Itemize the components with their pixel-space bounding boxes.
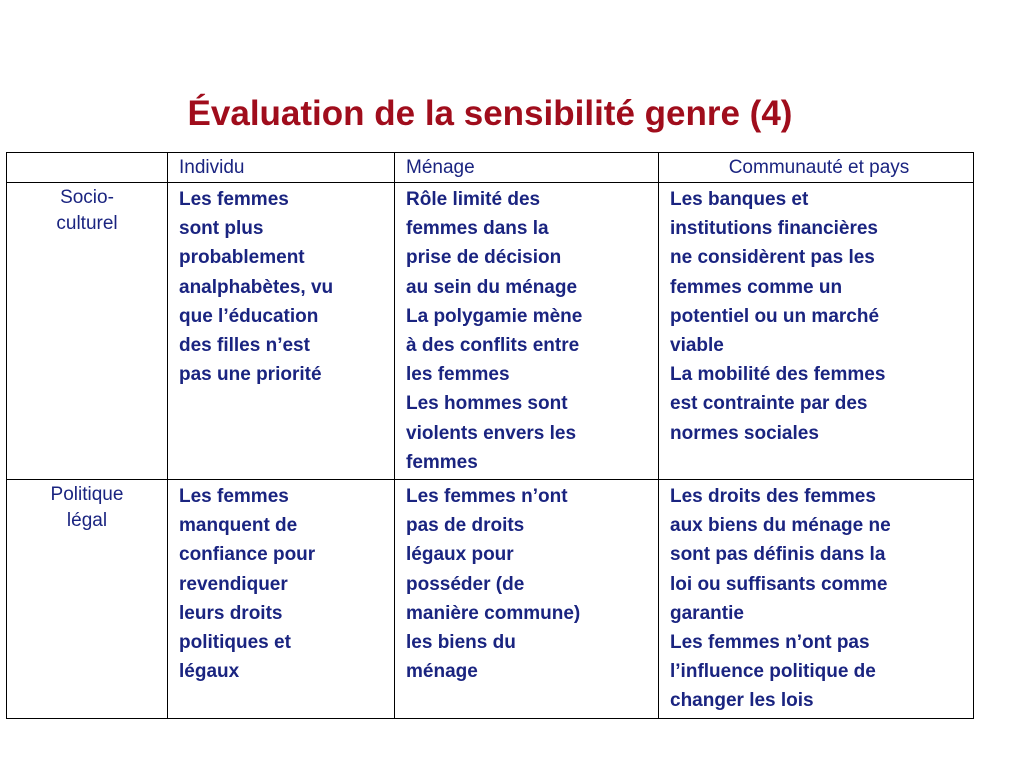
- cell-line: loi ou suffisants comme: [670, 573, 888, 595]
- cell-line: La polygamie mène: [406, 305, 583, 327]
- table-row: [7, 183, 974, 480]
- cell-line: des filles n’est: [179, 335, 310, 357]
- cell-line: Politique: [50, 484, 124, 506]
- cell-menage: [395, 480, 659, 719]
- cell-line: analphabètes, vu: [179, 276, 334, 298]
- header-communaute: Communauté et pays: [659, 153, 974, 183]
- cell-communaute: [659, 480, 974, 719]
- cell-line: Les femmes n’ont pas: [670, 632, 870, 654]
- cell-line: Les droits des femmes: [670, 486, 876, 508]
- cell-line: Les femmes: [179, 486, 289, 508]
- cell-line: sont pas définis dans la: [670, 544, 886, 566]
- cell-line: légaux: [179, 661, 240, 683]
- cell-line: changer les lois: [670, 690, 814, 712]
- cell-line: pas de droits: [406, 515, 525, 537]
- cell-line: femmes: [406, 451, 478, 473]
- cell-line: politiques et: [179, 632, 291, 654]
- cell-line: revendiquer: [179, 573, 288, 595]
- cell-line: institutions financières: [670, 218, 878, 240]
- cell-line: Les femmes: [179, 189, 289, 210]
- row-label-socio-culturel: [7, 183, 168, 480]
- cell-line: les biens du: [406, 632, 516, 654]
- cell-line: ménage: [406, 661, 478, 683]
- cell-line: sont plus: [179, 218, 264, 240]
- cell-line: viable: [670, 335, 724, 357]
- cell-line: femmes dans la: [406, 218, 549, 240]
- cell-line: l’influence politique de: [670, 661, 876, 683]
- cell-line: aux biens du ménage ne: [670, 515, 891, 537]
- cell-line: légal: [66, 510, 108, 532]
- cell-line: pas une priorité: [179, 364, 322, 386]
- cell-line: est contrainte par des: [670, 393, 868, 415]
- header-menage: Ménage: [395, 153, 659, 183]
- cell-line: à des conflits entre: [406, 335, 580, 357]
- cell-line: Les femmes n’ont: [406, 486, 568, 508]
- cell-line: potentiel ou un marché: [670, 305, 880, 327]
- cell-line: au sein du ménage: [406, 276, 578, 298]
- row-label-politique-legal: [7, 480, 168, 719]
- cell-line: La mobilité des femmes: [670, 364, 886, 386]
- cell-line: posséder (de: [406, 573, 525, 595]
- cell-line: leurs droits: [179, 602, 283, 624]
- cell-line: Rôle limité des: [406, 189, 541, 210]
- table-row: [7, 480, 974, 719]
- header-individu: Individu: [168, 153, 395, 183]
- cell-line: légaux pour: [406, 544, 514, 566]
- sensitivity-table: [6, 152, 974, 719]
- cell-communaute: [659, 183, 974, 480]
- cell-line: femmes comme un: [670, 276, 843, 298]
- header-empty-cell: [7, 153, 168, 183]
- cell-line: garantie: [670, 602, 744, 624]
- cell-line: culturel: [56, 213, 118, 234]
- cell-line: ne considèrent pas les: [670, 247, 875, 269]
- cell-line: Les banques et: [670, 189, 809, 210]
- cell-line: probablement: [179, 247, 305, 269]
- cell-line: que l’éducation: [179, 305, 319, 327]
- cell-line: Les hommes sont: [406, 393, 568, 415]
- cell-menage: [395, 183, 659, 480]
- cell-individu: [168, 480, 395, 719]
- cell-individu: [168, 183, 395, 480]
- cell-line: les femmes: [406, 364, 510, 386]
- cell-line: Socio-: [60, 187, 114, 208]
- cell-line: manière commune): [406, 602, 581, 624]
- cell-line: prise de décision: [406, 247, 562, 269]
- slide-title: Évaluation de la sensibilité genre (4): [187, 94, 793, 133]
- cell-line: manquent de: [179, 515, 298, 537]
- table-header-row: [7, 153, 974, 183]
- cell-line: violents envers les: [406, 422, 577, 444]
- cell-line: confiance pour: [179, 544, 316, 566]
- cell-line: normes sociales: [670, 422, 819, 444]
